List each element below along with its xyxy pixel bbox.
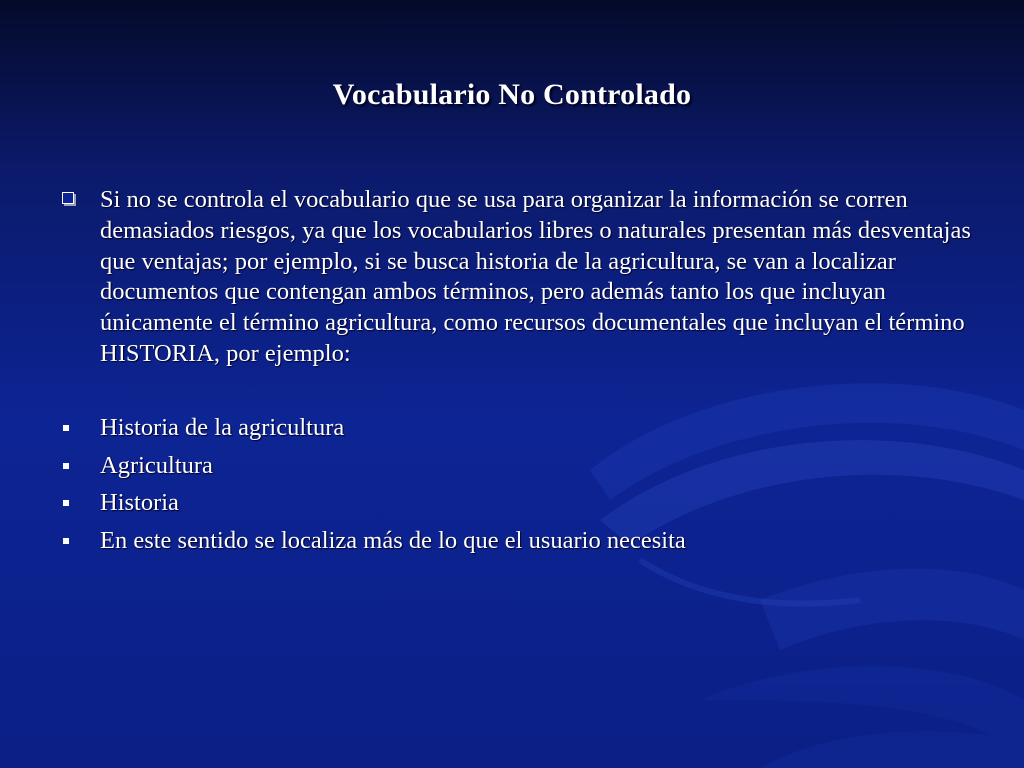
list-item (62, 451, 962, 489)
square-bullet-icon (63, 538, 69, 544)
sub-bullet-list (62, 413, 962, 563)
square-bullet-icon (63, 500, 69, 506)
hollow-square-bullet-icon (62, 192, 74, 204)
square-bullet-icon (63, 425, 69, 431)
main-bullet-text: Si no se controla el vocabulario que se usa para organizar la información se corren demasiados riesgos, ya que los vocabularios libres o naturales presentan más desventajas que ventajas; por ejemplo, si se busca historia de la agricultura, se van a localizar documentos que contengan ambos términos, pero además tanto los que incluyan únicamente el término agricultura, como recursos documentales que incluyan el término HISTORIA, por ejemplo: (100, 186, 971, 367)
list-item (62, 526, 962, 564)
list-item-label: Agricultura (100, 451, 213, 479)
list-item (62, 488, 962, 526)
list-item (62, 413, 962, 451)
list-item-label: Historia de la agricultura (100, 414, 345, 441)
list-item-label: En este sentido se localiza más de lo que el usuario necesita (100, 526, 686, 554)
list-item-label: Historia (100, 489, 179, 516)
slide-title: Vocabulario No Controlado (332, 78, 692, 111)
square-bullet-icon (63, 463, 69, 469)
